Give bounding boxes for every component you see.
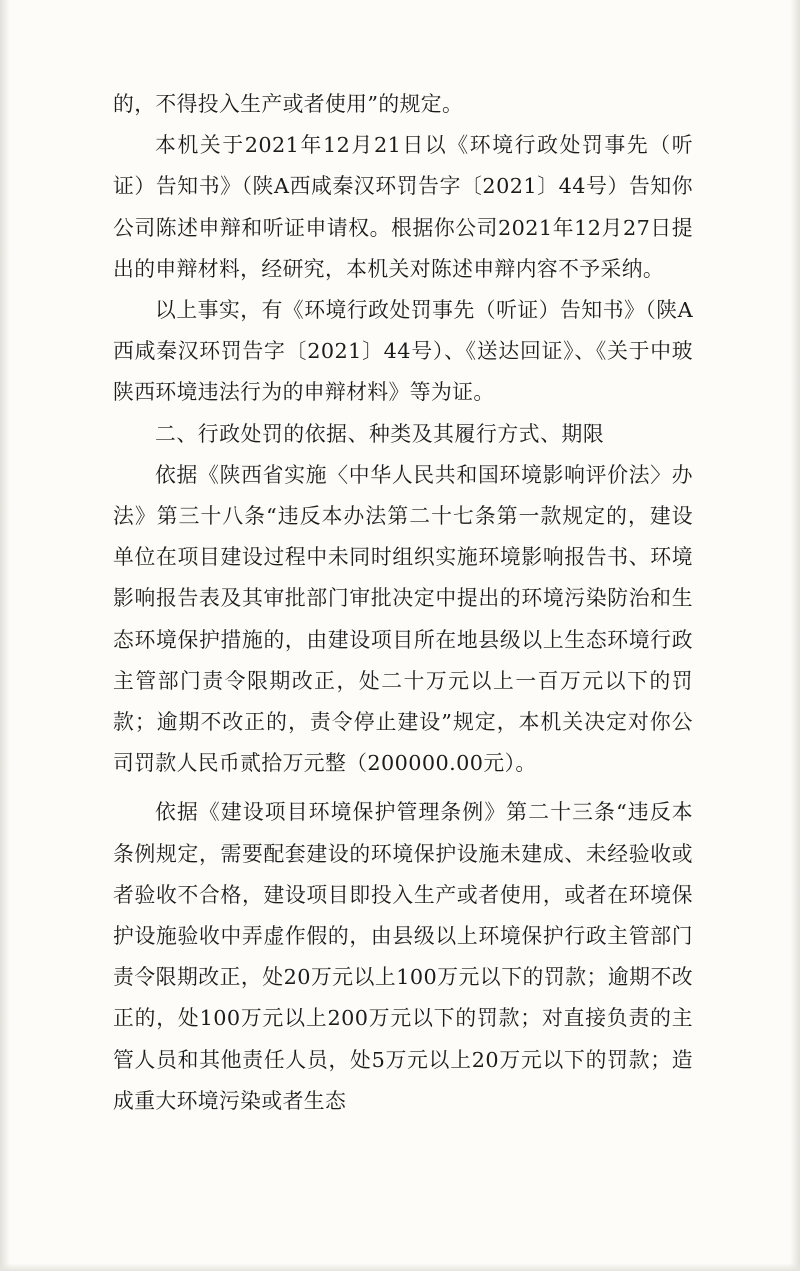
- scan-shadow-left: [0, 0, 10, 1271]
- paragraph-continuation: 的，不得投入生产或者使用”的规定。: [113, 92, 464, 116]
- paragraph-construction-regulation: 依据《建设项目环境保护管理条例》第二十三条“违反本条例规定，需要配套建设的环境保护设施未建成、未经验收或者验收不合格，建设项目即投入生产或者使用，或者在环境保护设施验收中弄虚作假的，由县级以上环境保护行政主管部门责令限期改正，处20万元以上100万元以下的罚款；逾期不改正的，处100万元以上200万元以下的罚款；对直接负责的主管人员和其他责任人员，处5万元以上20万元以下的罚款；造成重大环境污染或者生态: [113, 800, 693, 1113]
- scan-shadow-right: [790, 0, 800, 1271]
- scan-shadow-bottom: [0, 1263, 800, 1271]
- document-body: [113, 84, 693, 1122]
- paragraph-hearing-notice: 本机关于2021年12月21日以《环境行政处罚事先（听证）告知书》（陕A西咸秦汉环罚告字〔2021〕44号）告知你公司陈述申辩和听证申请权。根据你公司2021年12月27日提出的申辩材料，经研究，本机关对陈述申辩内容不予采纳。: [113, 133, 693, 281]
- paragraph-shaanxi-regulation: 依据《陕西省实施〈中华人民共和国环境影响评价法〉办法》第三十八条“违反本办法第二十七条第一款规定的，建设单位在项目建设过程中未同时组织实施环境影响报告书、环境影响报告表及其审批部门审批决定中提出的环境污染防治和生态环境保护措施的，由建设项目所在地县级以上生态环境行政主管部门责令限期改正，处二十万元以上一百万元以下的罚款；逾期不改正的，责令停止建设”规定，本机关决定对你公司罚款人民币贰拾万元整（200000.00元）。: [113, 462, 693, 776]
- section-heading-penalty-basis: 二、行政处罚的依据、种类及其履行方式、期限: [155, 421, 605, 446]
- paragraph-evidence: 以上事实，有《环境行政处罚事先（听证）告知书》（陕A西咸秦汉环罚告字〔2021〕44号）、《送达回证》、《关于中玻陕西环境违法行为的申辩材料》等为证。: [113, 298, 693, 405]
